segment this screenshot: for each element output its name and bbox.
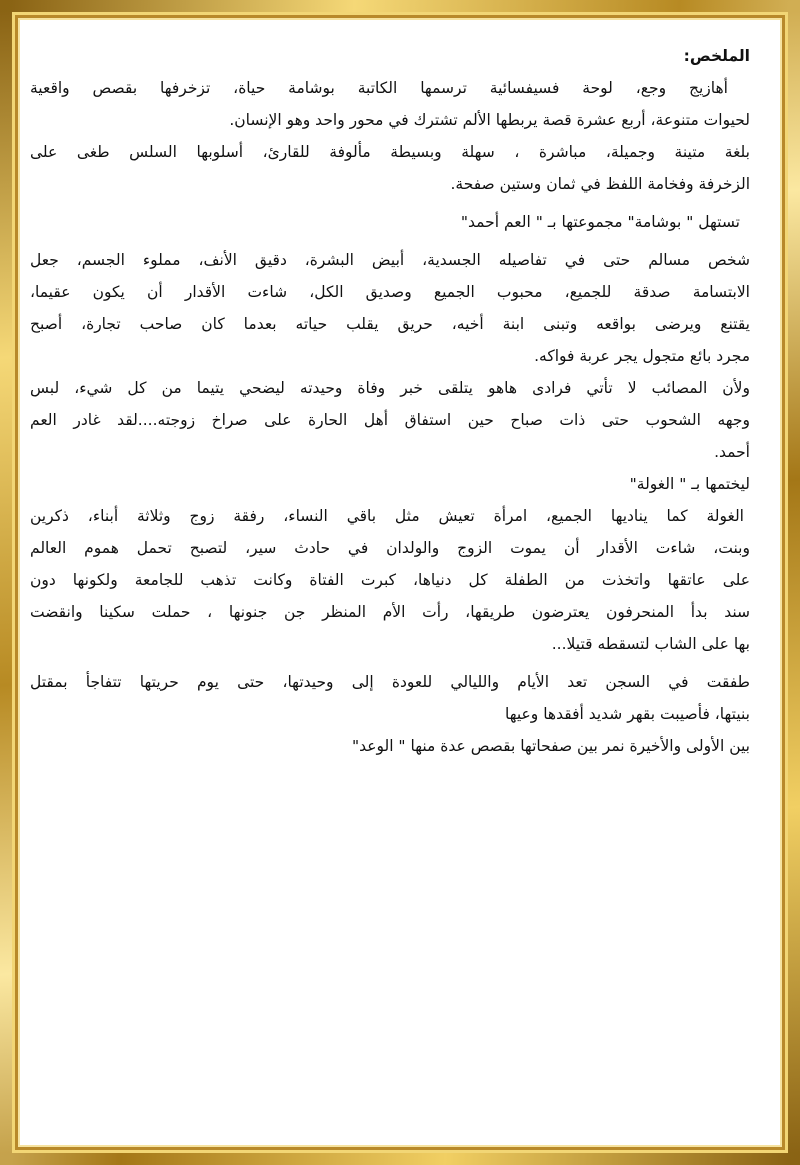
text-line: وبنت، شاءت الأقدار أن يموت الزوج والولدان في حادث سير، لتصبح تحمل هموم العالم: [30, 539, 750, 557]
text-line: أحمد.: [714, 443, 750, 461]
text-line: سند بدأ المنحرفون يعترضون طريقها، رأت الأم المنظر جن جنونها ، حملت سكينا وانقضت: [30, 603, 750, 621]
text-line: ولأن المصائب لا تأتي فرادى هاهو يتلقى خبر وفاة وحيدته ليضحي يتيما من كل شيء، لبس: [30, 379, 750, 397]
summary-document: [30, 40, 750, 762]
text-line: طفقت في السجن تعد الأيام والليالي للعودة إلى وحيدتها، حتى يوم حريتها تتفاجأ بمقتل: [30, 673, 750, 691]
summary-heading: الملخص:: [683, 47, 750, 65]
text-line: الزخرفة وفخامة اللفظ في ثمان وستين صفحة.: [450, 175, 750, 193]
text-line: بلغة متينة وجميلة، مباشرة ، سهلة وبسيطة مألوفة للقارئ، أسلوبها السلس طغى على: [30, 143, 750, 161]
text-line: بين الأولى والأخيرة نمر بين صفحاتها بقصص عدة منها " الوعد": [351, 737, 750, 755]
text-line: لحيوات متنوعة، أربع عشرة قصة يربطها الألم تشترك في محور واحد وهو الإنسان.: [229, 111, 750, 129]
text-line: الابتسامة صدقة للجميع، محبوب الجميع وصديق الكل، شاءت الأقدار أن يكون عقيما،: [30, 283, 750, 301]
text-line: الغولة كما يناديها الجميع، امرأة تعيش مثل باقي النساء، رفقة زوج وثلاثة أبناء، ذكرين: [30, 507, 744, 525]
text-line: بها على الشاب لتسقطه قتيلا...: [551, 635, 750, 653]
text-line: أهازيج وجع، لوحة فسيفسائية ترسمها الكاتبة بوشامة حياة، تزخرفها بقصص واقعية: [30, 79, 728, 97]
text-line: بنيتها، فأصيبت بقهر شديد أفقدها وعيها: [504, 705, 750, 723]
text-line: على عاتقها واتخذت من الطفلة كل دنياها، كبرت الفتاة وكانت تذهب للجامعة ولكونها دون: [30, 571, 750, 589]
text-line: وجهه الشحوب حتى ذات صباح حين استفاق أهل الحارة على صراخ زوجته....لقد غادر العم: [30, 411, 750, 429]
text-line: يقتنع ويرضى بواقعه وتبنى ابنة أخيه، حريق يقلب حياته بعدما كان صاحب تجارة، أصبح: [30, 315, 750, 333]
text-line: مجرد بائع متجول يجر عربة فواكه.: [534, 347, 750, 365]
story-intro-line: تستهل " بوشامة" مجموعتها بـ " العم أحمد": [460, 213, 740, 231]
text-line: شخص مسالم حتى في تفاصيله الجسدية، أبيض البشرة، دقيق الأنف، مملوء الجسم، جعل: [30, 251, 750, 269]
story-outro-line: ليختمها بـ " الغولة": [629, 475, 750, 493]
